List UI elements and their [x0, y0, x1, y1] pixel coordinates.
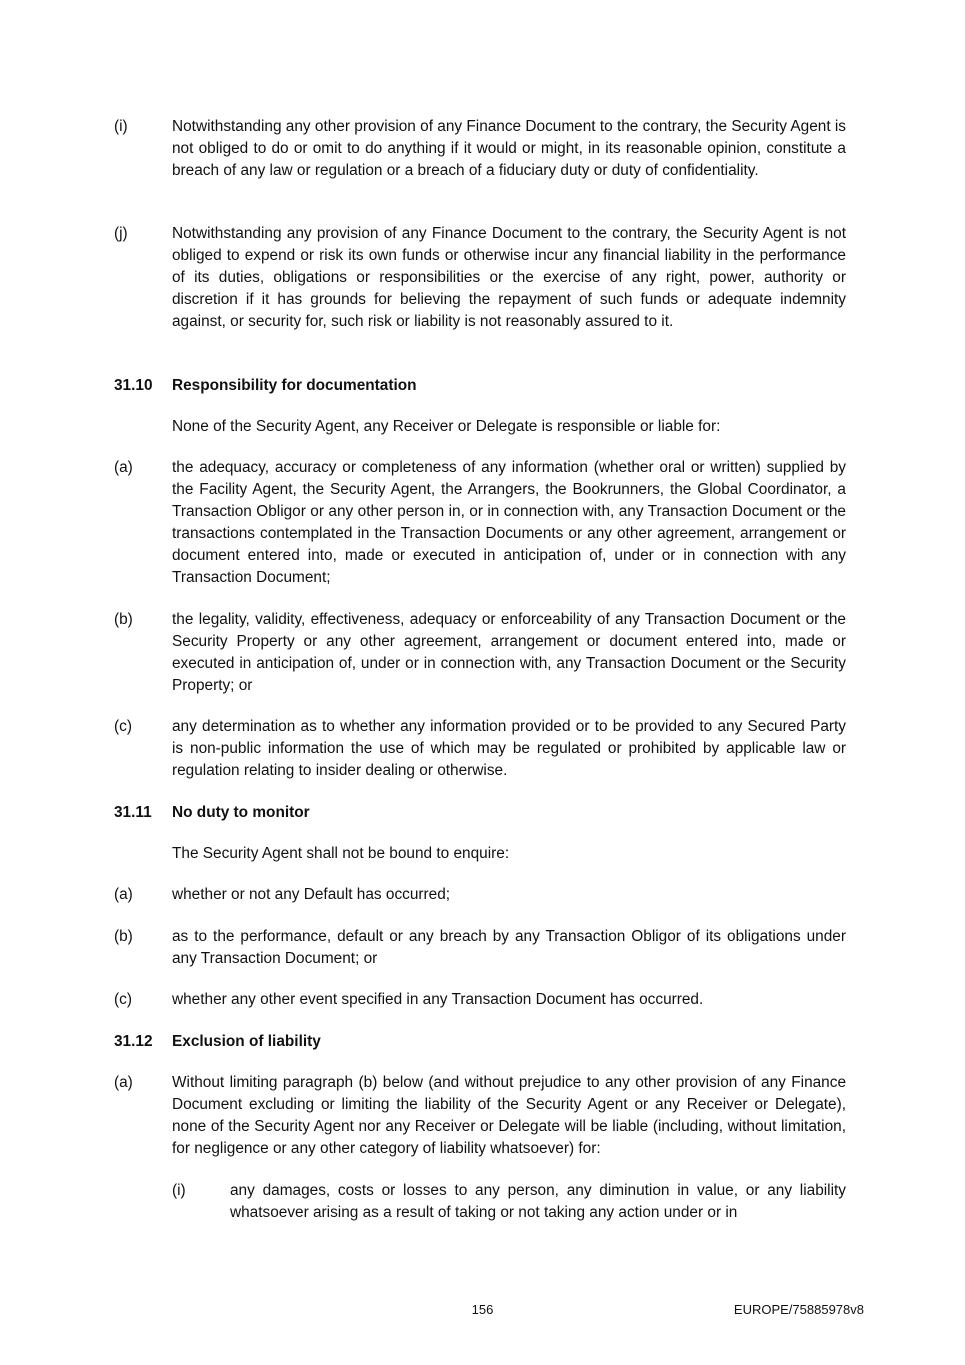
list-item-a: [114, 1072, 846, 1160]
item-label: (b): [114, 928, 133, 945]
item-label: (a): [114, 1074, 133, 1091]
list-item-c: [114, 989, 846, 1011]
paragraph-i: [114, 116, 846, 182]
sub-item-i: [172, 1180, 846, 1224]
paragraph-label: (j): [114, 225, 128, 242]
item-label: (c): [114, 718, 132, 735]
item-text: Without limiting paragraph (b) below (and without prejudice to any other provision of any Finance Document excluding or limiting the liability of the Security Agent or any Receiver or Delegate), none of the Security Agent nor any Receiver or Delegate will be liable (including, without limitation, for negligence or any other category of liability whatsoever) for:: [172, 1074, 846, 1157]
section-number: 31.11: [114, 804, 152, 821]
list-item-b: [114, 609, 846, 697]
item-text: the legality, validity, effectiveness, adequacy or enforceability of any Transaction Document or the Security Property or any other agreement, arrangement or document entered into, made or executed in anticipation of, under or in connection with, any Transaction Document or the Security Property; or: [172, 611, 846, 694]
item-text: the adequacy, accuracy or completeness of any information (whether oral or written) supplied by the Facility Agent, the Security Agent, the Arrangers, the Bookrunners, the Global Coordinator, a Transaction Obligor or any other person in, or in connection with, any Transaction Document or the transactions contemplated in the Transaction Documents or any other agreement, arrangement or document entered into, made or executed in anticipation of, under or in connection with any Transaction Document;: [172, 459, 846, 586]
paragraph-text: Notwithstanding any provision of any Finance Document to the contrary, the Security Agent is not obliged to expend or risk its own funds or otherwise incur any financial liability in the performance of its duties, obligations or responsibilities or the exercise of any right, power, authority or discretion if it has grounds for believing the repayment of such funds or adequate indemnity against, or security for, such risk or liability is not reasonably assured to it.: [172, 225, 846, 330]
section-title: Responsibility for documentation: [172, 377, 417, 394]
intro-text: The Security Agent shall not be bound to enquire:: [172, 845, 510, 862]
section-number: 31.12: [114, 1033, 153, 1050]
document-reference: EUROPE/75885978v8: [733, 1302, 864, 1317]
section-heading-31-10: [114, 375, 846, 397]
item-label: (a): [114, 459, 133, 476]
list-item-a: [114, 457, 846, 589]
item-text: whether any other event specified in any Transaction Document has occurred.: [172, 991, 704, 1008]
intro-text: None of the Security Agent, any Receiver or Delegate is responsible or liable for:: [172, 418, 721, 435]
item-text: whether or not any Default has occurred;: [172, 886, 451, 903]
item-text: any determination as to whether any information provided or to be provided to any Secured Party is non-public information the use of which may be regulated or prohibited by applicable law or regulation relating to insider dealing or otherwise.: [172, 718, 846, 779]
section-intro: [114, 843, 846, 865]
item-label: (i): [172, 1182, 186, 1199]
list-item-a: [114, 884, 846, 906]
paragraph-label: (i): [114, 118, 128, 135]
paragraph-j: [114, 223, 846, 333]
section-title: No duty to monitor: [172, 804, 310, 821]
item-label: (b): [114, 611, 133, 628]
item-label: (a): [114, 886, 133, 903]
list-item-b: [114, 926, 846, 970]
paragraph-text: Notwithstanding any other provision of any Finance Document to the contrary, the Security Agent is not obliged to do or omit to do anything if it would or might, in its reasonable opinion, constitute a breach of any law or regulation or a breach of a fiduciary duty or duty of confidentiality.: [172, 118, 846, 179]
section-heading-31-11: [114, 802, 846, 824]
section-title: Exclusion of liability: [172, 1033, 321, 1050]
section-heading-31-12: [114, 1031, 846, 1053]
item-text: as to the performance, default or any breach by any Transaction Obligor of its obligations under any Transaction Document; or: [172, 928, 846, 967]
section-intro: [114, 416, 846, 438]
section-number: 31.10: [114, 377, 153, 394]
item-label: (c): [114, 991, 132, 1008]
item-text: any damages, costs or losses to any person, any diminution in value, or any liability whatsoever arising as a result of taking or not taking any action under or in: [230, 1182, 846, 1221]
page-number: 156: [471, 1302, 494, 1317]
list-item-c: [114, 716, 846, 782]
